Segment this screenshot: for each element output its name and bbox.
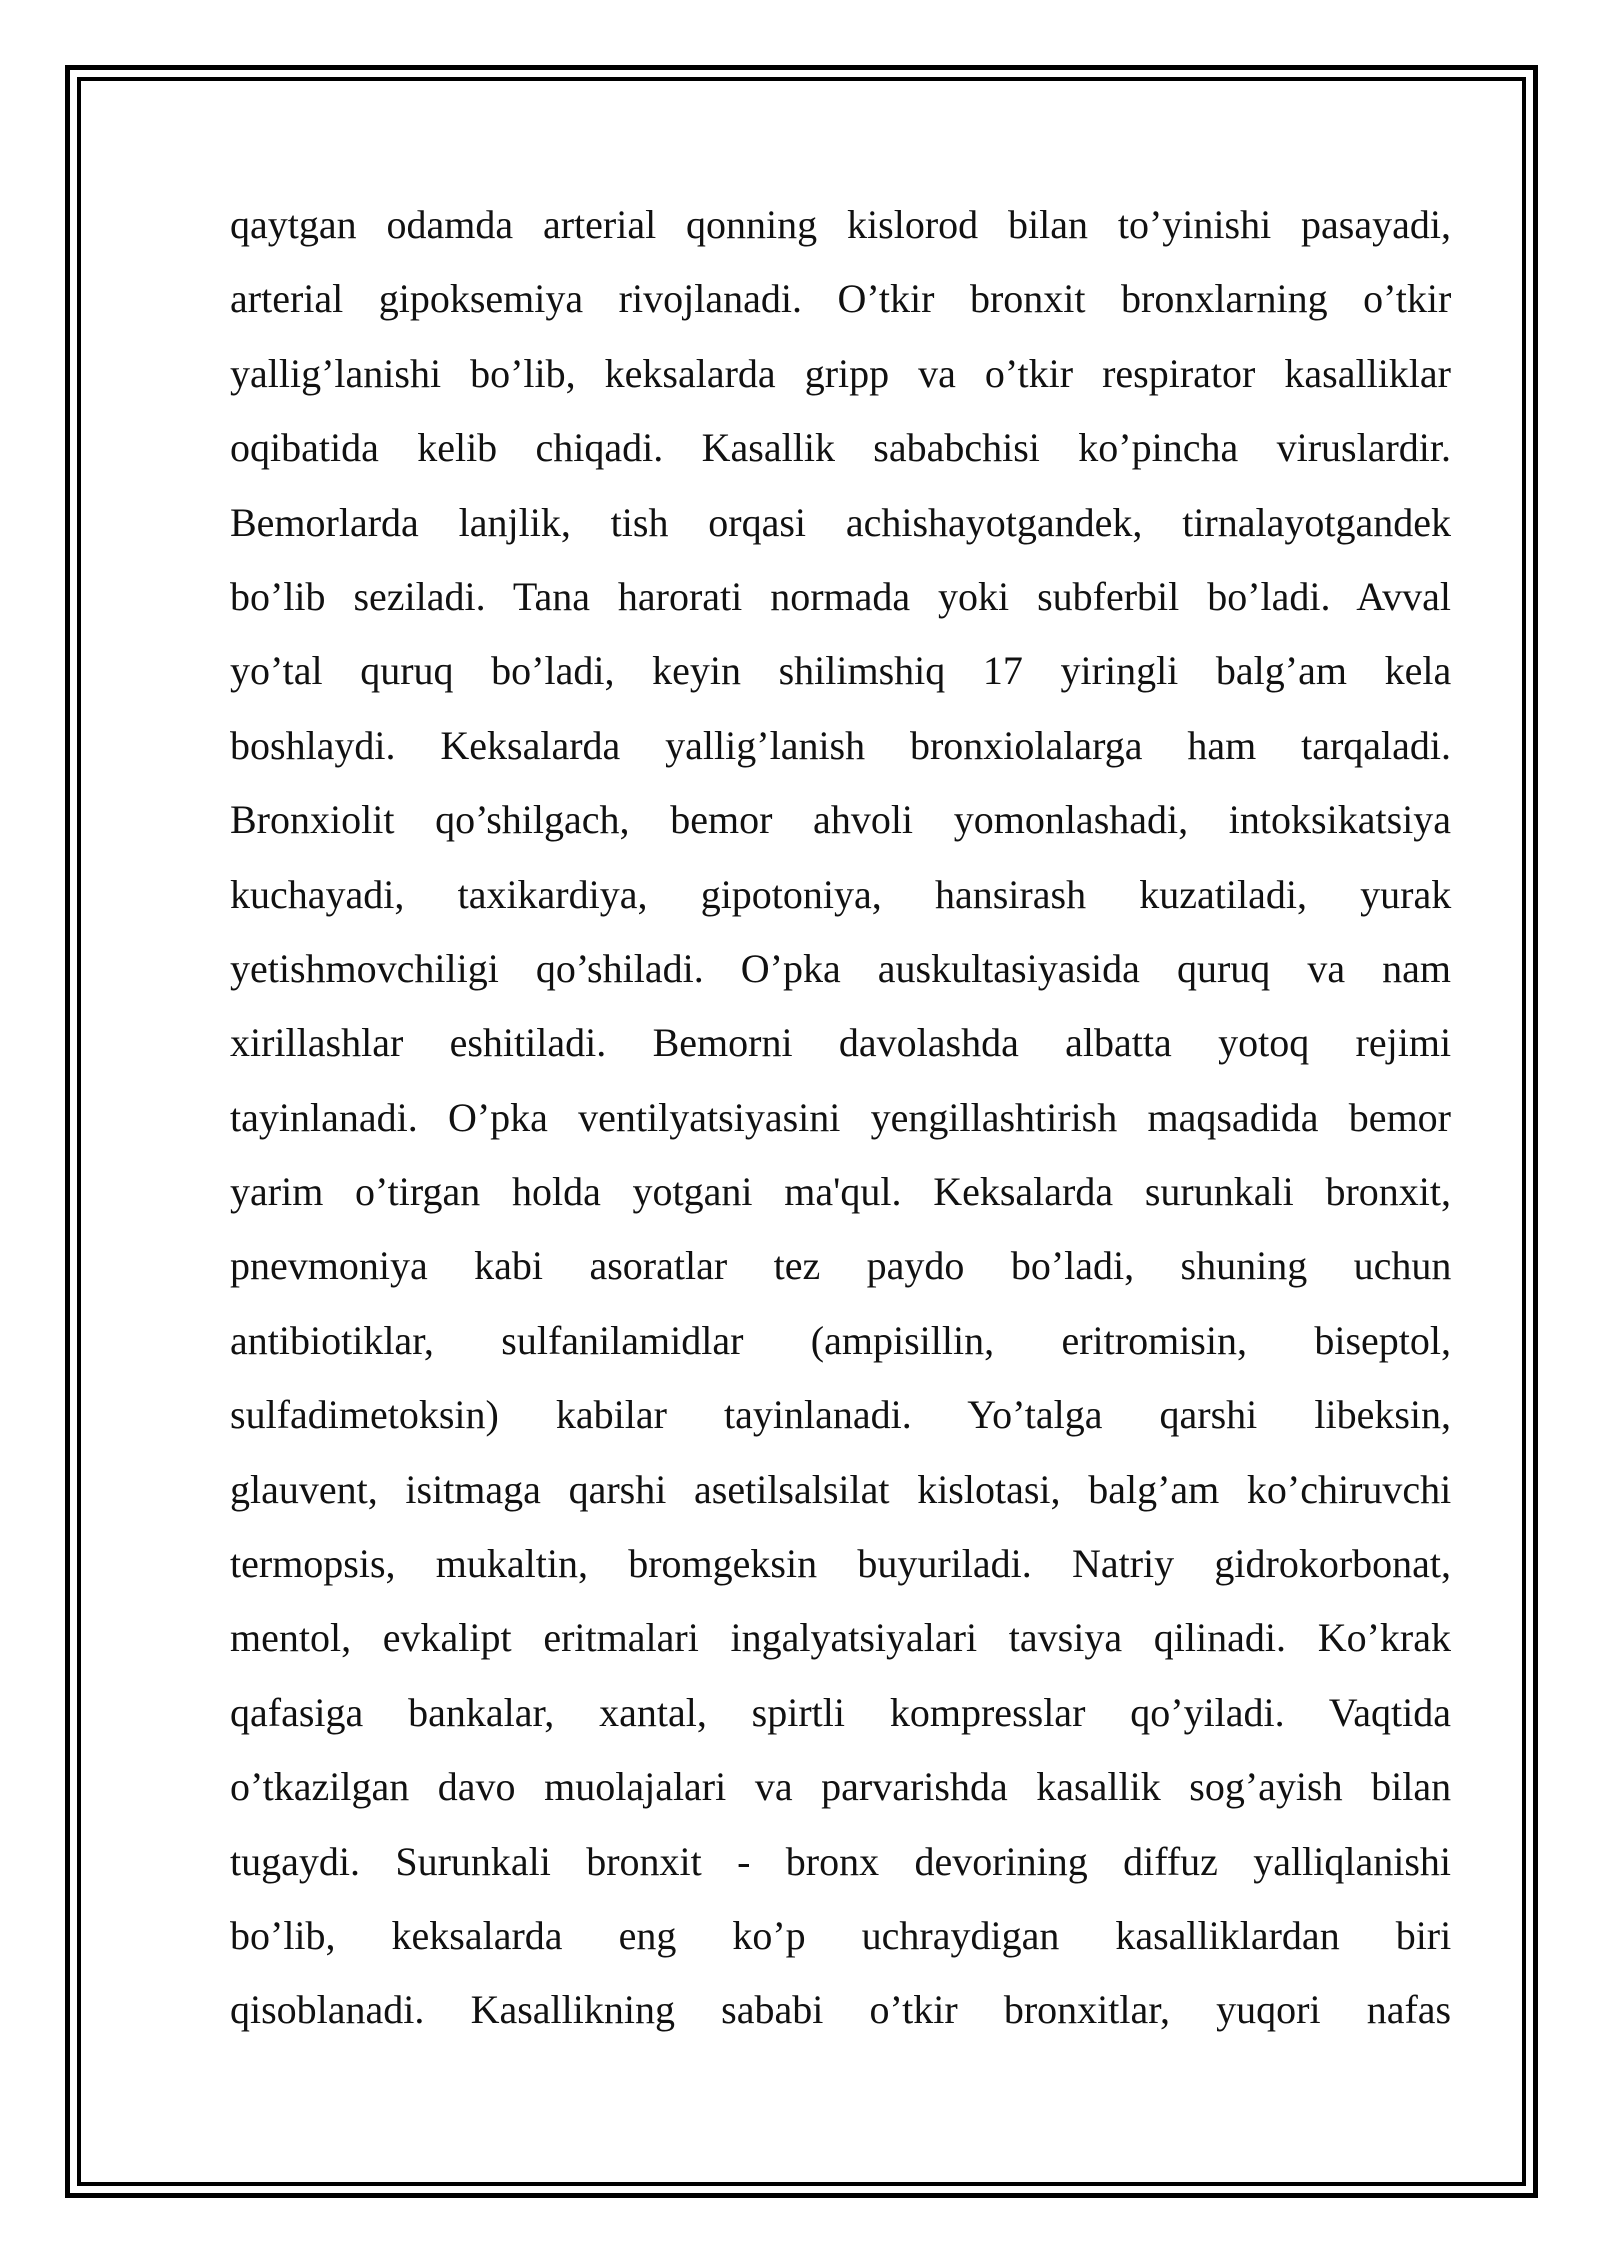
- text-line: qafasiga bankalar, xantal, spirtli kompresslar qo’yiladi. Vaqtida: [230, 1689, 1451, 1735]
- text-line: xirillashlar eshitiladi. Bemorni davolashda albatta yotoq rejimi: [230, 1020, 1452, 1066]
- text-line: bo’lib seziladi. Tana harorati normada yoki subferbil bo’ladi. Avval: [230, 573, 1451, 619]
- text-line: yetishmovchiligi qo’shiladi. O’pka auskultasiyasida quruq va nam: [230, 945, 1451, 991]
- text-line: mentol, evkalipt eritmalari ingalyatsiyalari tavsiya qilinadi. Ko’krak: [230, 1615, 1451, 1661]
- text-line: tayinlanadi. O’pka ventilyatsiyasini yengillashtirish maqsadida bemor: [230, 1094, 1451, 1140]
- text-line: tugaydi. Surunkali bronxit - bronx devorining diffuz yalliqlanishi: [230, 1838, 1451, 1884]
- text-line: yarim o’tirgan holda yotgani ma'qul. Keksalarda surunkali bronxit,: [230, 1169, 1451, 1215]
- text-line: o’tkazilgan davo muolajalari va parvarishda kasallik sog’ayish bilan: [230, 1764, 1452, 1810]
- text-line: oqibatida kelib chiqadi. Kasallik sababchisi ko’pincha viruslardir.: [230, 425, 1451, 471]
- text-line: termopsis, mukaltin, bromgeksin buyuriladi. Natriy gidrokorbonat,: [230, 1541, 1451, 1587]
- text-line: yo’tal quruq bo’ladi, keyin shilimshiq 17 yiringli balg’am kela: [230, 648, 1452, 694]
- text-line: qisoblanadi. Kasallikning sababi o’tkir bronxitlar, yuqori nafas: [230, 1987, 1452, 2033]
- text-line: sulfadimetoksin) kabilar tayinlanadi. Yo’talga qarshi libeksin,: [230, 1392, 1451, 1438]
- text-line: antibiotiklar, sulfanilamidlar (ampisillin, eritromisin, biseptol,: [230, 1317, 1451, 1363]
- text-line: Bronxiolit qo’shilgach, bemor ahvoli yomonlashadi, intoksikatsiya: [230, 797, 1451, 843]
- text-line: bo’lib, keksalarda eng ko’p uchraydigan kasalliklardan biri: [230, 1912, 1452, 1958]
- body-text: [230, 188, 1451, 2048]
- text-line: kuchayadi, taxikardiya, gipotoniya, hansirash kuzatiladi, yurak: [230, 871, 1452, 917]
- text-line: boshlaydi. Keksalarda yallig’lanish bronxiolalarga ham tarqaladi.: [230, 722, 1451, 768]
- text-line: glauvent, isitmaga qarshi asetilsalsilat kislotasi, balg’am ko’chiruvchi: [230, 1466, 1452, 1512]
- text-line: pnevmoniya kabi asoratlar tez paydo bo’ladi, shuning uchun: [230, 1243, 1452, 1289]
- text-line: arterial gipoksemiya rivojlanadi. O’tkir bronxit bronxlarning o’tkir: [230, 276, 1452, 322]
- text-line: qaytgan odamda arterial qonning kislorod bilan to’yinishi pasayadi,: [230, 202, 1451, 247]
- text-line: Bemorlarda lanjlik, tish orqasi achishayotgandek, tirnalayotgandek: [230, 499, 1451, 545]
- text-line: yallig’lanishi bo’lib, keksalarda gripp va o’tkir respirator kasalliklar: [230, 350, 1451, 396]
